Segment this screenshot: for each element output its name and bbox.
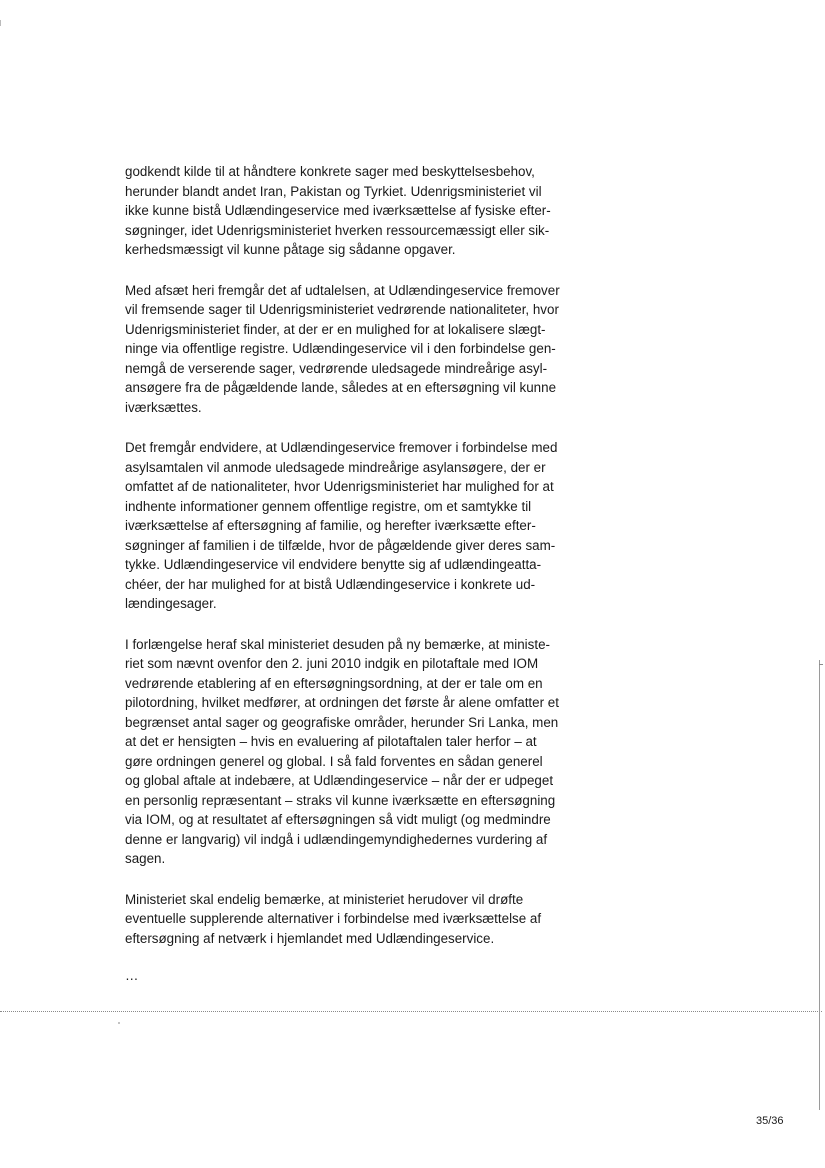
text-line: vedrørende etablering af en eftersøgningsordning, at der er tale om en (125, 675, 543, 691)
text-line: herunder blandt andet Iran, Pakistan og Tyrkiet. Udenrigsministeriet vil (125, 183, 542, 199)
text-line: søgninger af familien i de tilfælde, hvor de pågældende giver deres sam- (125, 537, 556, 553)
text-line: sagen. (125, 851, 166, 866)
paragraph (125, 635, 587, 869)
text-line: riet som nævnt ovenfor den 2. juni 2010 indgik en pilotaftale med IOM (125, 656, 539, 671)
text-line: indhente informationer gennem offentlige registre, om et samtykke til (125, 498, 532, 514)
text-line: vil fremsende sager til Udenrigsministeriet vedrørende nationaliteter, hvor (125, 302, 559, 317)
text-line: Udenrigsministeriet finder, at der er en mulighed for at lokalisere slægt- (125, 321, 546, 337)
paragraph (125, 281, 587, 418)
document-body (125, 162, 587, 969)
scan-speck (118, 1022, 120, 1024)
text-line: Med afsæt heri fremgår det af udtalelsen, at Udlændingeservice fremover (125, 282, 560, 298)
paragraph (125, 438, 587, 614)
text-line: ninge via offentlige registre. Udlændingeservice vil i den forbindelse gen- (125, 341, 556, 356)
paragraph (125, 890, 587, 949)
page-number: 35/36 (756, 1115, 784, 1127)
text-line: ikke kunne bistå Udlændingeservice med iværksættelse af fysiske efter- (125, 203, 551, 218)
text-line: og global aftale at indebære, at Udlændingeservice – når der er udpeget (125, 773, 554, 788)
text-line: eventuelle supplerende alternativer i forbindelse med iværksættelse af (125, 911, 542, 926)
text-line: asylsamtalen vil anmode uledsagede mindreårige asylansøgere, der er (125, 459, 546, 475)
text-line: omfattet af de nationaliteter, hvor Udenrigsministeriet har mulighed for at (125, 479, 554, 494)
text-line: at det er hensigten – hvis en evaluering af pilotaftalen taler herfor – at (125, 734, 537, 749)
text-line: en personlig repræsentant – straks vil kunne iværksætte en eftersøgning (125, 792, 556, 808)
text-line: Det fremgår endvidere, at Udlændingeservice fremover i forbindelse med (125, 440, 558, 455)
text-line: Ministeriet skal endelig bemærke, at ministeriet herudover vil drøfte (125, 891, 524, 907)
scan-artifact-mark (819, 664, 823, 665)
text-line: søgninger, idet Udenrigsministeriet hverken ressourcemæssigt eller sik- (125, 222, 550, 238)
text-line: ansøgere fra de pågældende lande, således at en eftersøgning vil kunne (125, 380, 557, 395)
text-line: gøre ordningen generel og global. I så fald forventes en sådan generel (125, 753, 543, 769)
scan-artifact-left (0, 20, 1, 26)
text-line: tykke. Udlændingeservice vil endvidere benytte sig af udlændingeatta- (125, 557, 542, 572)
text-line: pilotordning, hvilket medfører, at ordningen det første år alene omfatter et (125, 695, 559, 710)
text-line: I forlængelse heraf skal ministeriet desuden på ny bemærke, at ministe- (125, 636, 550, 652)
page-divider (0, 1011, 822, 1012)
text-line: iværksættes. (125, 399, 202, 415)
text-line: iværksættelse af eftersøgning af familie, og herefter iværksætte efter- (125, 518, 536, 533)
paragraph (125, 162, 587, 260)
scan-edge-line (819, 660, 820, 1110)
text-line: nemgå de verserende sager, vedrørende uledsagede mindreårige asyl- (125, 360, 548, 376)
text-line: godkendt kilde til at håndtere konkrete sager med beskyttelsesbehov, (125, 164, 535, 179)
text-line: begrænset antal sager og geografiske områder, herunder Sri Lanka, men (125, 714, 559, 730)
text-line: kerhedsmæssigt vil kunne påtage sig sådanne opgaver. (125, 242, 456, 257)
text-line: via IOM, og at resultatet af eftersøgningen så vidt muligt (og medmindre (125, 812, 551, 827)
text-line: chéer, der har mulighed for at bistå Udlændingeservice i konkrete ud- (125, 576, 536, 592)
text-line: denne er langvarig) vil indgå i udlændingemyndighedernes vurdering af (125, 831, 548, 847)
text-line: lændingesager. (125, 596, 217, 611)
ellipsis: … (125, 968, 139, 983)
text-line: eftersøgning af netværk i hjemlandet med Udlændingeservice. (125, 930, 495, 946)
